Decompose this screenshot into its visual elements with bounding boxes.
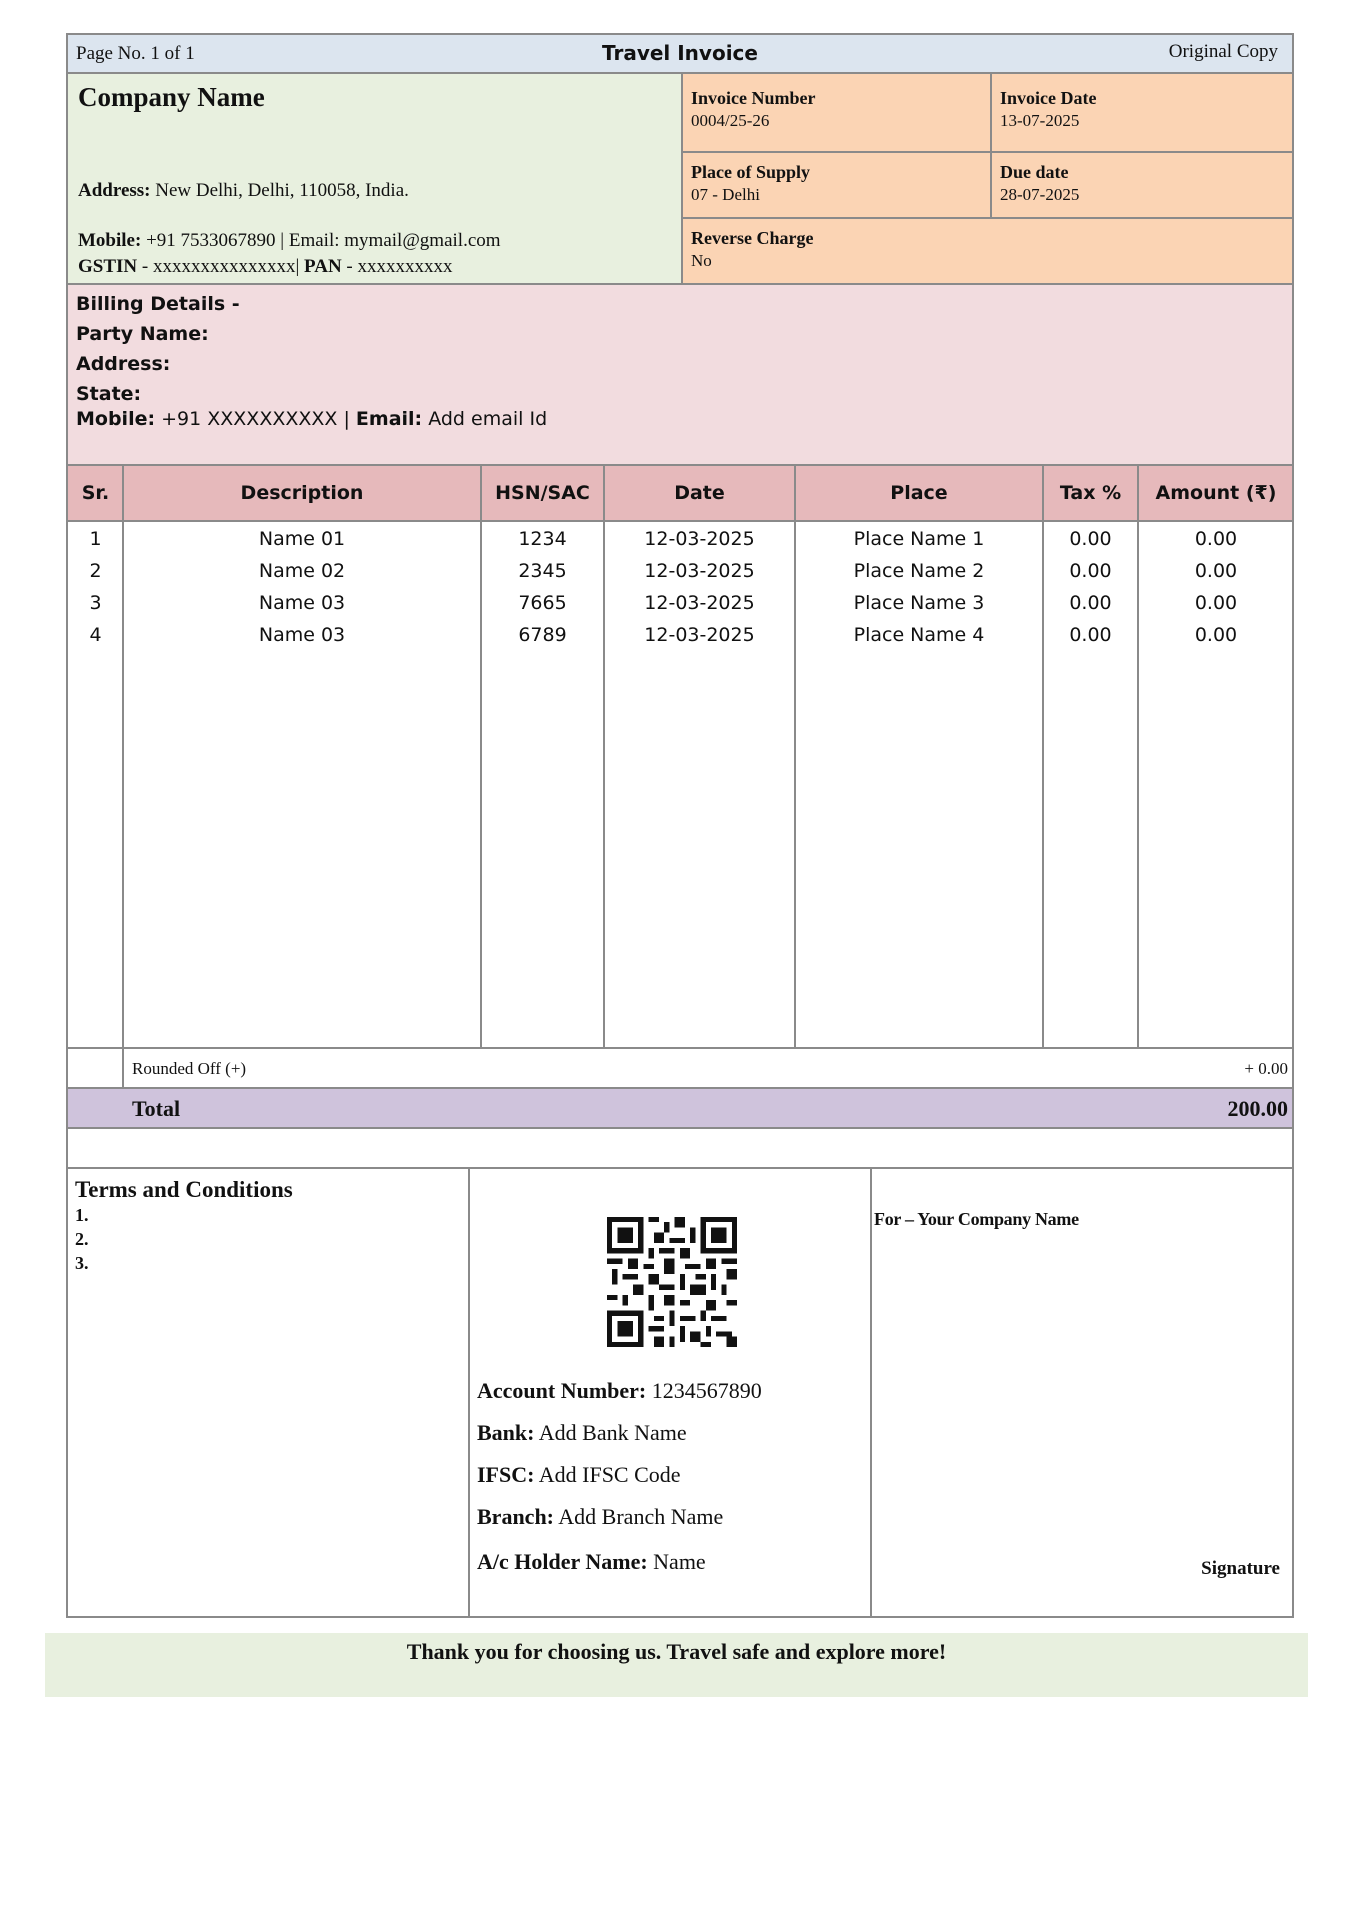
table-cell: 0.00: [1194, 592, 1238, 614]
column-header: Tax %: [1059, 482, 1122, 504]
column-header: Place: [890, 482, 948, 504]
table-cell: 12-03-2025: [644, 624, 755, 646]
due-date-cell: Due date 28-07-2025: [1000, 162, 1080, 204]
signature-block: [872, 1169, 1292, 1616]
total-row: [68, 1089, 1292, 1129]
bank-details: [470, 1169, 872, 1616]
bank-name-line: Bank: Add Bank Name: [477, 1420, 687, 1445]
column-header: HSN/SAC: [495, 482, 590, 504]
company-contact: Mobile: +91 7533067890 | Email: mymail@gmail.com: [78, 230, 501, 251]
column-divider: [794, 466, 796, 1047]
table-cell: 0.00: [1194, 560, 1238, 582]
billing-contact: Mobile: +91 XXXXXXXXXX | Email: Add email Id: [76, 408, 548, 430]
table-cell: 12-03-2025: [644, 592, 755, 614]
qr-code-icon: [607, 1217, 737, 1347]
column-header: Description: [240, 482, 364, 504]
table-cell: 1234: [518, 528, 567, 550]
table-cell: Name 03: [258, 592, 346, 614]
invoice-date: 13-07-2025: [1000, 111, 1080, 130]
account-number-line: Account Number: 1234567890: [477, 1378, 762, 1403]
table-cell: 1: [89, 528, 102, 550]
party-name-label: Party Name:: [76, 323, 209, 345]
table-cell: 0.00: [1194, 528, 1238, 550]
invoice-header-bar: [68, 35, 1292, 74]
table-cell: Place Name 3: [853, 592, 985, 614]
terms-heading: Terms and Conditions: [75, 1177, 293, 1202]
due-date: 28-07-2025: [1000, 185, 1080, 204]
invoice-title: Travel Invoice: [602, 41, 758, 65]
ifsc-line: IFSC: Add IFSC Code: [477, 1462, 681, 1487]
company-name: Company Name: [78, 82, 265, 112]
table-cell: Name 03: [258, 624, 346, 646]
billing-details: [68, 285, 1292, 466]
items-table: [68, 466, 1292, 1049]
column-divider: [1137, 466, 1139, 1047]
company-tax-ids: GSTIN - xxxxxxxxxxxxxxx| PAN - xxxxxxxxxx: [78, 256, 453, 277]
column-header: Date: [674, 482, 725, 504]
reverse-charge: No: [691, 251, 712, 270]
table-cell: 0.00: [1069, 560, 1112, 582]
invoice-number: 0004/25-26: [691, 111, 770, 130]
term-item: 1.: [75, 1205, 89, 1225]
company-email: mymail@gmail.com: [344, 230, 501, 251]
rounded-off-row: [68, 1049, 1292, 1089]
place-of-supply-cell: Place of Supply 07 - Delhi: [691, 162, 811, 204]
column-header: Sr.: [81, 482, 110, 504]
table-cell: 0.00: [1069, 528, 1112, 550]
company-block: [68, 74, 683, 283]
table-cell: Place Name 4: [853, 624, 985, 646]
table-cell: Place Name 2: [853, 560, 985, 582]
billing-heading: Billing Details -: [76, 293, 240, 315]
copy-type: Original Copy: [1168, 41, 1278, 62]
billing-address-label: Address:: [76, 353, 171, 375]
rounded-off-label: Rounded Off (+): [132, 1059, 247, 1078]
invoice-sheet: [66, 33, 1294, 1618]
terms-block: [68, 1169, 470, 1616]
total-value: 200.00: [1227, 1096, 1288, 1121]
table-cell: 0.00: [1069, 592, 1112, 614]
branch-line: Branch: Add Branch Name: [477, 1504, 724, 1529]
table-cell: Name 01: [258, 528, 346, 550]
place-of-supply: 07 - Delhi: [691, 185, 760, 204]
rounded-off-value: + 0.00: [1244, 1059, 1288, 1078]
total-label: Total: [132, 1096, 181, 1121]
invoice-meta-block: [683, 74, 1292, 283]
table-cell: 2: [89, 560, 102, 582]
invoice-date-cell: Invoice Date 13-07-2025: [1000, 88, 1097, 130]
table-cell: 6789: [518, 624, 567, 646]
company-address: Address: New Delhi, Delhi, 110058, India.: [78, 180, 409, 201]
term-item: 2.: [75, 1229, 89, 1249]
column-header: Amount (₹): [1155, 482, 1277, 504]
invoice-number-cell: Invoice Number 0004/25-26: [691, 88, 816, 130]
signature-label: Signature: [1201, 1558, 1280, 1579]
table-cell: 4: [89, 624, 102, 646]
reverse-charge-cell: Reverse Charge No: [691, 228, 814, 270]
column-divider: [603, 466, 605, 1047]
column-divider: [1042, 466, 1044, 1047]
page-number: Page No. 1 of 1: [76, 43, 195, 64]
table-cell: 0.00: [1194, 624, 1238, 646]
table-cell: 7665: [518, 592, 567, 614]
thank-you-note: Thank you for choosing us. Travel safe and explore more!: [45, 1633, 1308, 1697]
billing-state-label: State:: [76, 383, 142, 405]
column-divider: [122, 466, 124, 1047]
table-cell: 2345: [518, 560, 567, 582]
table-cell: 3: [89, 592, 102, 614]
table-cell: Place Name 1: [853, 528, 985, 550]
column-divider: [480, 466, 482, 1047]
signature-for: For – Your Company Name: [874, 1209, 1079, 1229]
table-cell: 12-03-2025: [644, 528, 755, 550]
table-cell: 0.00: [1069, 624, 1112, 646]
blank-row: [68, 1129, 1292, 1169]
account-holder-line: A/c Holder Name: Name: [477, 1549, 706, 1574]
table-cell: Name 02: [258, 560, 346, 582]
table-cell: 12-03-2025: [644, 560, 755, 582]
term-item: 3.: [75, 1253, 89, 1273]
